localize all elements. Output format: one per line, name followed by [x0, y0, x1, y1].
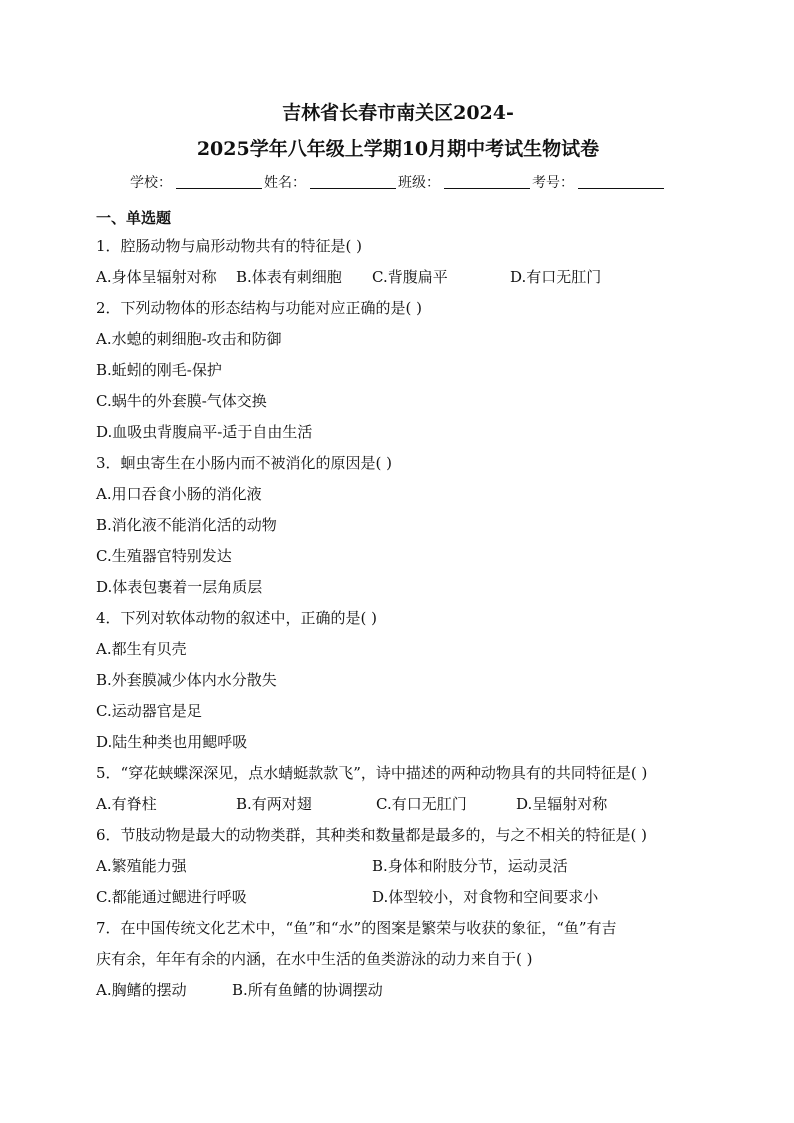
name-label: 姓名：	[264, 175, 306, 191]
class-blank[interactable]	[444, 188, 530, 189]
question-3-option-c: C.生殖器官特别发达	[96, 547, 232, 565]
question-6-option-a: A.繁殖能力强	[96, 857, 187, 875]
exam-title-line2: 2025学年八年级上学期10月期中考试生物试卷	[196, 138, 600, 160]
question-3-option-a: A.用口吞食小肠的消化液	[96, 485, 262, 503]
question-7-stem-line2: 庆有余，年年有余的内涵，在水中生活的鱼类游泳的动力来自于( )	[96, 950, 533, 968]
question-5-option-c: C.有口无肛门	[376, 795, 467, 813]
name-blank[interactable]	[310, 188, 396, 189]
question-2-option-d: D.血吸虫背腹扁平-适于自由生活	[96, 423, 313, 441]
question-7-option-a: A.胸鳍的摆动	[96, 981, 187, 999]
question-4-option-a: A.都生有贝壳	[96, 640, 187, 658]
question-6-option-d: D.体型较小，对食物和空间要求小	[372, 888, 599, 906]
question-1-option-d: D.有口无肛门	[510, 268, 602, 286]
exam-no-blank[interactable]	[578, 188, 664, 189]
question-1-option-c: C.背腹扁平	[372, 268, 448, 286]
school-blank[interactable]	[176, 188, 262, 189]
question-5-option-d: D.呈辐射对称	[516, 795, 608, 813]
question-4-option-d: D.陆生种类也用鳃呼吸	[96, 733, 248, 751]
question-5-option-b: B.有两对翅	[236, 795, 312, 813]
question-4-stem: 4．下列对软体动物的叙述中，正确的是( )	[96, 609, 378, 627]
question-2-option-a: A.水螅的刺细胞-攻击和防御	[96, 330, 282, 348]
question-7-options	[96, 975, 700, 1006]
class-label: 班级：	[398, 175, 440, 191]
exam-no-label: 考号：	[532, 175, 574, 191]
exam-page	[96, 95, 700, 1006]
question-6-option-b: B.身体和附肢分节，运动灵活	[372, 857, 568, 875]
question-4-option-b: B.外套膜减少体内水分散失	[96, 671, 277, 689]
question-6-option-c: C.都能通过鳃进行呼吸	[96, 888, 247, 906]
question-5-options	[96, 789, 700, 820]
question-2-option-c: C.蜗牛的外套膜-气体交换	[96, 392, 267, 410]
question-6-options-row1	[96, 851, 700, 882]
school-label: 学校：	[130, 175, 172, 191]
question-1-options	[96, 262, 700, 293]
question-1-option-b: B.体表有刺细胞	[236, 268, 342, 286]
question-3-stem: 3．蛔虫寄生在小肠内而不被消化的原因是( )	[96, 454, 393, 472]
question-2-option-b: B.蚯蚓的刚毛-保护	[96, 361, 222, 379]
question-3-option-d: D.体表包裹着一层角质层	[96, 578, 263, 596]
question-1-stem: 1．腔肠动物与扁形动物共有的特征是( )	[96, 237, 363, 255]
question-7-stem-line1: 7．在中国传统文化艺术中，“鱼”和“水”的图案是繁荣与收获的象征，“鱼”有吉	[96, 919, 617, 937]
question-5-stem: 5．“穿花蛱蝶深深见，点水蜻蜓款款飞”，诗中描述的两种动物具有的共同特征是( )	[96, 764, 648, 782]
question-2-stem: 2．下列动物体的形态结构与功能对应正确的是( )	[96, 299, 423, 317]
student-info-row	[96, 171, 700, 195]
section-title: 一、单选题	[96, 209, 172, 227]
question-4-option-c: C.运动器官是足	[96, 702, 202, 720]
question-6-stem: 6．节肢动物是最大的动物类群，其种类和数量都是最多的，与之不相关的特征是( )	[96, 826, 648, 844]
question-3-option-b: B.消化液不能消化活的动物	[96, 516, 277, 534]
question-6-options-row2	[96, 882, 700, 913]
question-7-option-b: B.所有鱼鳍的协调摆动	[232, 981, 383, 999]
question-5-option-a: A.有脊柱	[96, 795, 157, 813]
exam-title-line1: 吉林省长春市南关区2024-	[282, 102, 514, 124]
question-1-option-a: A.身体呈辐射对称	[96, 268, 217, 286]
